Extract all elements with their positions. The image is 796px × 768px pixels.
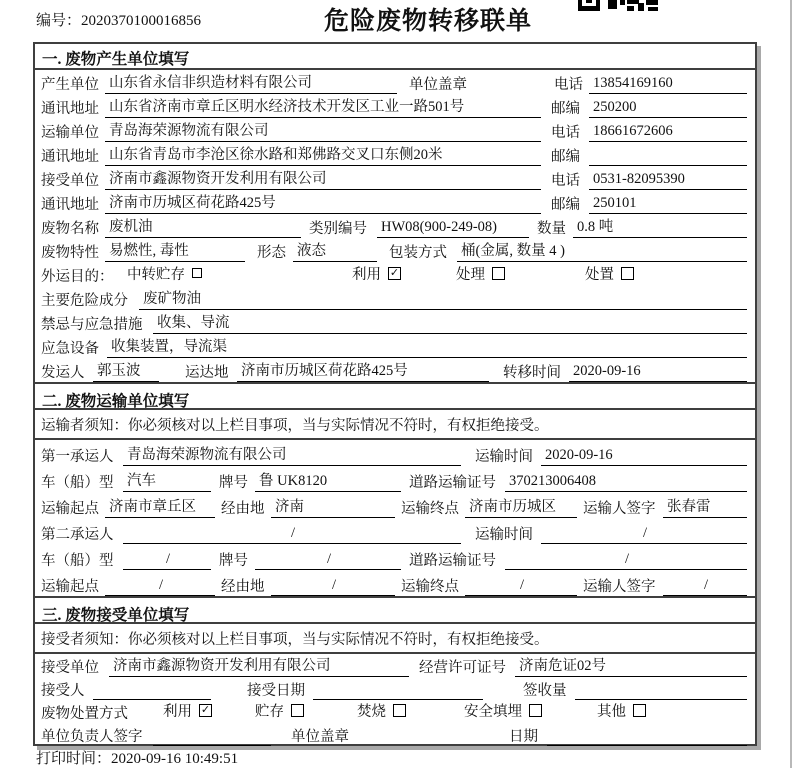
row-emergency-measures [35,310,755,334]
emergency-equipment-value: 收集装置，导流渠 [107,335,747,358]
hazard-component-value: 废矿物油 [139,287,747,310]
field-label: 车（船）型 [41,475,114,491]
option-utilize [163,700,212,721]
second-carrier-value: / [123,525,461,544]
field-label: 废物名称 [41,221,99,237]
option-label: 利用 [352,267,381,283]
option-label: 处置 [585,267,614,283]
transporter-zip-value [589,164,747,166]
plate-label: 牌号 [219,475,248,491]
option-label: 利用 [163,704,192,720]
carrier-signature-label: 运输人签字 [583,501,656,517]
field-label: 运输单位 [41,125,99,141]
option-label: 中转贮存 [127,267,185,283]
receiving-unit-value: 济南市鑫源物资开发利用有限公司 [109,654,409,677]
license-value: 济南危证02号 [515,654,747,677]
field-label: 接受单位 [41,173,99,189]
field-label: 产生单位 [41,77,99,93]
route-end-label: 运输终点 [401,579,459,595]
qr-code-fragment [578,0,662,11]
field-label: 接受单位 [41,660,99,676]
seal-date-value [547,744,747,746]
page-edge-line [790,0,792,768]
transport-date-label: 运输时间 [475,527,533,543]
checkbox-checked-icon: ✓ [200,703,211,716]
field-label: 第二承运人 [41,527,114,543]
option-landfill [464,700,542,721]
checkbox-icon [633,704,646,717]
plate-number-value: 鲁 UK8120 [255,469,401,492]
road-permit-label: 道路运输证号 [409,553,496,569]
phone-label: 电话 [551,125,580,141]
section-producer [35,44,755,382]
route-end-value: 济南市历城区 [465,495,577,518]
field-label: 外运目的： [41,269,114,285]
field-label: 通讯地址 [41,149,99,165]
destination-label: 运达地 [185,365,229,381]
producer-zip-value: 250200 [589,99,747,118]
checkbox-icon [393,704,406,717]
quantity-value: 0.8 吨 [573,215,747,238]
row-waste-name [35,214,755,238]
packaging-label: 包装方式 [389,245,447,261]
field-label: 第一承运人 [41,449,114,465]
row-consignor [35,358,755,382]
quantity-label: 数量 [537,221,566,237]
producer-address-value: 山东省济南市章丘区明水经济技术开发区工业一路501号 [105,95,541,118]
field-label: 废物特性 [41,245,99,261]
unit-seal-label: 单位盖章 [291,729,349,745]
row-vehicle-1 [35,466,755,492]
field-label: 车（船）型 [41,553,114,569]
field-label: 运输起点 [41,579,99,595]
row-route-2 [35,570,755,596]
receiver-notice: 接受者须知：你必须核对以上栏目事项，当与实际情况不符时，有权拒绝接受。 [35,624,755,654]
form-serial-number: 编号：2020370100016856 [36,13,202,29]
receiver-zip-value: 250101 [589,195,747,214]
transfer-date-value: 2020-09-16 [569,363,747,382]
plate-number-2-value: / [255,551,401,570]
producer-phone-value: 13854169160 [589,75,747,94]
field-label: 通讯地址 [41,101,99,117]
destination-value: 济南市历城区荷花路425号 [237,359,489,382]
zip-label: 邮编 [551,101,580,117]
consignor-name-value: 郭玉波 [93,359,159,382]
vehicle-type-value: 汽车 [123,469,211,492]
option-label: 处理 [456,267,485,283]
row-hazard-component [35,286,755,310]
option-utilize [352,263,401,284]
field-label: 主要危险成分 [41,293,128,309]
field-label: 接受人 [41,683,85,699]
row-second-carrier [35,518,755,544]
route-origin-2-value: / [105,577,215,596]
option-label: 其他 [597,704,626,720]
zip-label: 邮编 [551,197,580,213]
field-label: 通讯地址 [41,197,99,213]
responsible-signature-value [153,744,271,746]
field-label: 运输起点 [41,501,99,517]
row-emergency-equipment [35,334,755,358]
row-receiving-unit [35,654,755,677]
print-time: 打印时间：2020-09-16 10:49:51 [36,751,239,767]
route-origin-value: 济南市章丘区 [105,495,215,518]
option-dispose [585,263,634,284]
row-transporter-unit [35,118,755,142]
producer-name-value: 山东省永信非织造材料有限公司 [105,71,397,94]
option-label: 安全填埋 [464,704,522,720]
option-label: 焚烧 [357,704,386,720]
section1-header: 一. 废物产生单位填写 [35,44,755,70]
carrier-signature-label: 运输人签字 [583,579,656,595]
row-first-carrier [35,440,755,466]
transporter-name-value: 青岛海荣源物流有限公司 [105,119,541,142]
section2-header: 二. 废物运输单位填写 [35,382,755,410]
row-receiver-unit [35,166,755,190]
section3-header: 三. 废物接受单位填写 [35,596,755,624]
row-producer-address [35,94,755,118]
via-label: 经由地 [221,579,265,595]
checkbox-icon [291,704,304,717]
receiver-name-value: 济南市鑫源物资开发利用有限公司 [105,167,541,190]
row-receiver-person [35,677,755,700]
option-other [597,700,646,721]
receiver-phone-value: 0531-82095390 [589,171,747,190]
option-storage [255,700,304,721]
option-label: 贮存 [255,704,284,720]
unit-seal-label: 单位盖章 [409,77,467,93]
row-transporter-address [35,142,755,166]
carrier-signature-2-value: / [663,577,747,596]
receiver-address-value: 济南市历城区荷花路425号 [105,191,541,214]
phone-label: 电话 [554,77,583,93]
row-disposal-method [35,700,755,723]
route-via-2-value: / [271,577,395,596]
route-via-value: 济南 [271,495,395,518]
row-waste-property [35,238,755,262]
field-label: 禁忌与应急措施 [41,317,143,333]
transporter-notice: 运输者须知：你必须核对以上栏目事项，当与实际情况不符时，有权拒绝接受。 [35,410,755,440]
road-permit-value: 370213006408 [505,473,747,492]
row-producer-unit [35,70,755,94]
route-end-2-value: / [465,577,577,596]
route-end-label: 运输终点 [401,501,459,517]
row-transfer-purpose [35,262,755,286]
checkbox-icon [192,268,202,278]
field-label: 应急设备 [41,341,99,357]
vehicle-type-2-value: / [123,551,211,570]
transporter-phone-value: 18661672606 [589,123,747,142]
packaging-value: 桶(金属, 数量 4 ) [457,239,747,262]
form-state-label: 形态 [257,245,286,261]
form-state-value: 液态 [293,239,377,262]
phone-label: 电话 [551,173,580,189]
category-code-value: HW08(900-249-08) [377,219,529,238]
option-incinerate [357,700,406,721]
row-receiver-address [35,190,755,214]
transfer-form-table [33,42,757,746]
section-transporter [35,382,755,596]
category-code-label: 类别编号 [309,221,367,237]
receive-date-label: 接受日期 [247,683,305,699]
field-label: 发运人 [41,365,85,381]
option-transit-storage [127,263,202,284]
row-route-1 [35,492,755,518]
emergency-measures-value: 收集、导流 [153,311,747,334]
road-permit-2-value: / [505,551,747,570]
transfer-date-label: 转移时间 [503,365,561,381]
transport-date-value: 2020-09-16 [541,447,747,466]
transport-date-label: 运输时间 [475,449,533,465]
waste-property-value: 易燃性, 毒性 [105,239,245,262]
field-label: 单位负责人签字 [41,729,143,745]
checkbox-icon [529,704,542,717]
row-responsible-signature [35,723,755,746]
zip-label: 邮编 [551,149,580,165]
transporter-address-value: 山东省青岛市李沧区徐水路和郑佛路交叉口东侧20米 [105,143,541,166]
waste-name-value: 废机油 [105,215,301,238]
date-label: 日期 [509,729,538,745]
plate-label: 牌号 [219,553,248,569]
checkbox-icon [621,267,634,280]
road-permit-label: 道路运输证号 [409,475,496,491]
checkbox-checked-icon: ✓ [389,266,400,279]
carrier-signature-value: 张春雷 [663,495,747,518]
transport-date-2-value: / [541,525,747,544]
signed-quantity-label: 签收量 [523,683,567,699]
checkbox-icon [492,267,505,280]
section-receiver [35,596,755,746]
via-label: 经由地 [221,501,265,517]
first-carrier-value: 青岛海荣源物流有限公司 [123,443,461,466]
form-title: 危险废物转移联单 [323,8,532,35]
field-label: 废物处置方式 [41,706,128,722]
option-treat [456,263,505,284]
row-vehicle-2 [35,544,755,570]
license-label: 经营许可证号 [419,660,506,676]
